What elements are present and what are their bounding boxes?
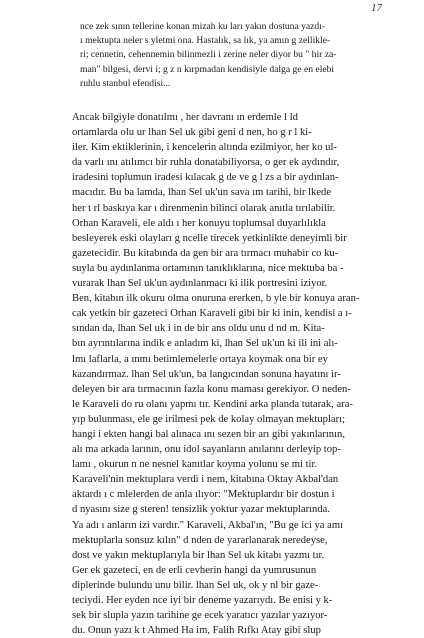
body-line: le Karaveli do ru olanı yapmı tır. Kendini arka planda tutarak, ara- [72, 398, 353, 410]
quote-line: ı mektupta neler s yletmi ona. Hastalık, sa lık, ya amın g zellikle- [80, 35, 331, 47]
intro-quote [80, 20, 376, 91]
body-line: macıdır. Bu ba lamda, lhan Sel uk'un sava ım tarihi, bir lkede [72, 187, 332, 199]
body-paragraph [56, 216, 376, 473]
body-line: suyla bu aydınlanma ortamının tanıklıklarına, nice mektuba ba - [72, 262, 344, 274]
body-line: hangi i ekten hangi bal alınaca ını sezen bir arı gibi yakınlarının, [72, 428, 345, 440]
body-line: mektuplarla sonsuz kılın" d nden de yararlanarak neredeyse, [72, 534, 328, 546]
body-line: vurarak lhan Sel uk'un aydınlanmacı ki ilik portresini iziyor. [72, 278, 328, 290]
body-line: besleyerek eski olayları g ncelle tirecek yetkinlikte deneyimli bir [72, 232, 347, 244]
quote-paragraph [80, 20, 376, 91]
body-line: ortamlarda olu ur lhan Sel uk gibi geni d nen, ho g r l ki- [72, 127, 312, 139]
body-line: Orhan Karaveli, ele aldı ı her konuyu toplumsal duyarlılıkla [72, 217, 326, 229]
body-line: du. Onun yazı k t Ahmed Ha im, Falih Rıfkı Atay gibi slup [72, 625, 321, 637]
body-line: gazetecidir. Bu kitabında da gen bir ara tırmacı muhabir co ku- [72, 247, 339, 259]
body-paragraph [56, 472, 376, 563]
page-number: 17 [371, 2, 382, 14]
quote-line: ri; cennetin, cehennemin bilinmezli i zerine neler diyor bu " hir za- [80, 49, 337, 61]
quote-line: nce zek sının tellerine konan mizah ku ları yakın dostuna yazdı- [80, 21, 326, 32]
body-line: iradesini toplumun iradesi kılacak g de ve g l zs a bir aydınlan- [72, 172, 339, 184]
body-line: da varlı ını atılımcı bir ruhla donatabiliyorsa, o ger ek aydındır, [72, 157, 340, 169]
body-line: aktardı ı c mlelerden de anla ılıyor: "Mektuplardır bir dostun i [72, 489, 335, 501]
body-line: cak yetkin bir gazeteci Orhan Karaveli gibi bir ki inin, kendisi a ı- [72, 308, 352, 320]
body-line: bın ayrıntılarına indik e anladım ki, lhan Sel uk'un ki ili ini alı- [72, 338, 338, 350]
body-line: her t rl baskıya kar ı direnmenin bilinci olarak anıtla tırılabilir. [72, 202, 336, 214]
quote-line: man" bilgesi, dervi i; g z n kırpmadan kendisiyle dalga ge en elebi [80, 63, 335, 75]
body-line: sek bir slupla yazın tarihine ge ecek yaratıcı yazılar yazıyor- [72, 610, 328, 622]
body-line: yıp bulunması, ele ge irilmesi pek de kolay olmayan mektupları; [72, 413, 346, 425]
body-line: kazandırmaz. lhan Sel uk'un, ba langıcından sonuna hayatını ir- [72, 368, 341, 380]
body-line: dost ve yakın mektuplarıyla bir lhan Sel uk kitabı yazmı tır. [72, 549, 325, 561]
body-line: d nyasını size g steren! tensizlik yoktur yazar mektuplarında. [72, 504, 330, 516]
body-line: lmı laflarla, a ınmı betimlemelerle ortaya koymak ona bir ey [72, 353, 328, 365]
quote-line: ruhlu stanbul efendisi... [80, 77, 171, 89]
body-line: Ya adı ı anların izi vardır." Karaveli, Akbal'ın, "Bu ge ici ya amı [72, 519, 344, 531]
body-text [56, 110, 376, 638]
body-line: Ben, kitabın ilk okuru olma onuruna ererken, b yle bir konuya aran- [72, 293, 360, 305]
body-paragraph [56, 110, 376, 216]
body-line: sından da, lhan Sel uk i in de bir ans oldu unu d nd m. Kita- [72, 323, 325, 335]
body-line: Ger ek gazeteci, en de erli cevherin hangi da yumrusunun [72, 564, 317, 576]
body-line: lamı , okurun n ne nesnel kanıtlar koyma yolunu se mi tir. [72, 459, 318, 471]
body-line: Ancak bilgiyle donatılmı , her davranı ın erdemle l ld [72, 112, 298, 123]
body-line: diplerinde bulundu unu bilir. lhan Sel uk, ok y nl bir gaze- [72, 579, 319, 591]
body-line: iler. Kim ektiklerinin, i kencelerin altında ezilmiyor, her ko ul- [72, 142, 337, 154]
body-line: alı ma arkada larının, onu idol sayanların anılarını derleyip top- [72, 444, 341, 456]
body-line: teciydi. Her eyden nce iyi bir deneme yazarıydı. Be enisi y k- [72, 595, 333, 606]
body-line: deleyen bir ara tırmacının fazla konu maması gerekiyor. O neden- [72, 383, 351, 395]
body-line: Karaveli'nin mektuplara verdi i nem, kitabına Oktay Akbal'dan [72, 474, 339, 486]
body-paragraph [56, 563, 376, 638]
